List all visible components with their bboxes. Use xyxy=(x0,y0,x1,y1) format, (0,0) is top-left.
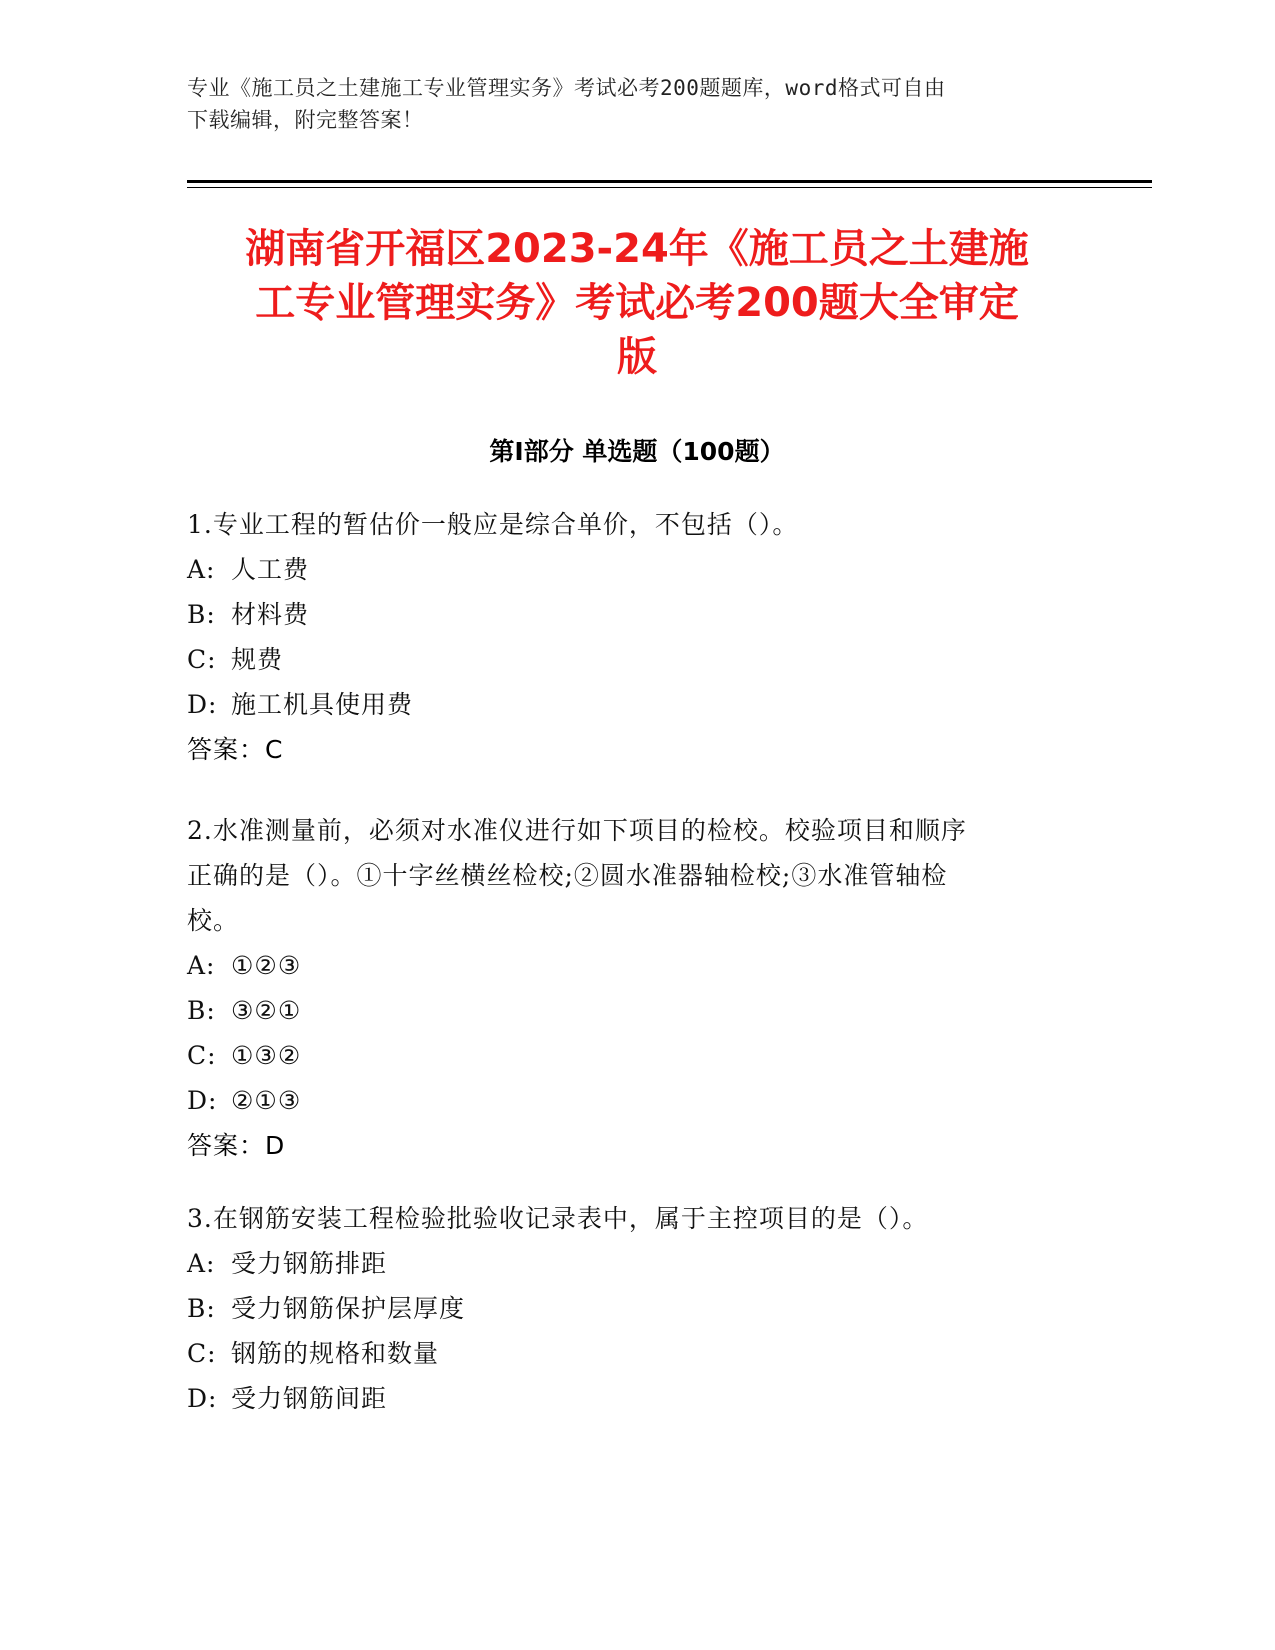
option-b: B: 受力钢筋保护层厚度 xyxy=(187,1294,466,1323)
header-line-2: 下载编辑，附完整答案！ xyxy=(187,108,424,132)
option-a: A: 受力钢筋排距 xyxy=(187,1249,388,1278)
question-3 xyxy=(187,1196,1087,1421)
option-c: C: 钢筋的规格和数量 xyxy=(187,1339,440,1368)
option-b: B: ③②① xyxy=(187,996,302,1025)
option-c: C: ①③② xyxy=(187,1041,302,1070)
answer: 答案：D xyxy=(187,1131,286,1160)
option-d: D: 受力钢筋间距 xyxy=(187,1384,388,1413)
section-heading: 第Ⅰ部分 单选题（100题） xyxy=(489,437,785,466)
question-text: 1.专业工程的暂估价一般应是综合单价，不包括（）。 xyxy=(187,510,799,539)
title-line-3: 版 xyxy=(617,334,657,380)
question-1 xyxy=(187,502,1087,772)
header-divider-thick xyxy=(187,180,1152,183)
option-b: B: 材料费 xyxy=(187,600,310,629)
option-d: D: 施工机具使用费 xyxy=(187,690,414,719)
header-divider-thin xyxy=(187,187,1152,188)
option-a: A: ①②③ xyxy=(187,951,302,980)
option-c: C: 规费 xyxy=(187,645,284,674)
header-line-1: 专业《施工员之土建施工专业管理实务》考试必考200题题库，word格式可自由 xyxy=(187,76,946,100)
question-text-line-3: 校。 xyxy=(187,906,240,935)
question-text-line-1: 2.水准测量前，必须对水准仪进行如下项目的检校。校验项目和顺序 xyxy=(187,816,967,845)
page-header xyxy=(187,72,1067,136)
question-text-line-2: 正确的是（）。①十字丝横丝检校;②圆水准器轴检校;③水准管轴检 xyxy=(187,861,948,890)
question-text: 3.在钢筋安装工程检验批验收记录表中，属于主控项目的是（）。 xyxy=(187,1204,929,1233)
document-title xyxy=(187,222,1087,384)
answer: 答案：C xyxy=(187,735,284,764)
option-a: A: 人工费 xyxy=(187,555,310,584)
title-line-1: 湖南省开福区2023-24年《施工员之土建施 xyxy=(245,226,1029,272)
question-2 xyxy=(187,808,1087,1168)
option-d: D: ②①③ xyxy=(187,1086,302,1115)
title-line-2: 工专业管理实务》考试必考200题大全审定 xyxy=(255,280,1019,326)
